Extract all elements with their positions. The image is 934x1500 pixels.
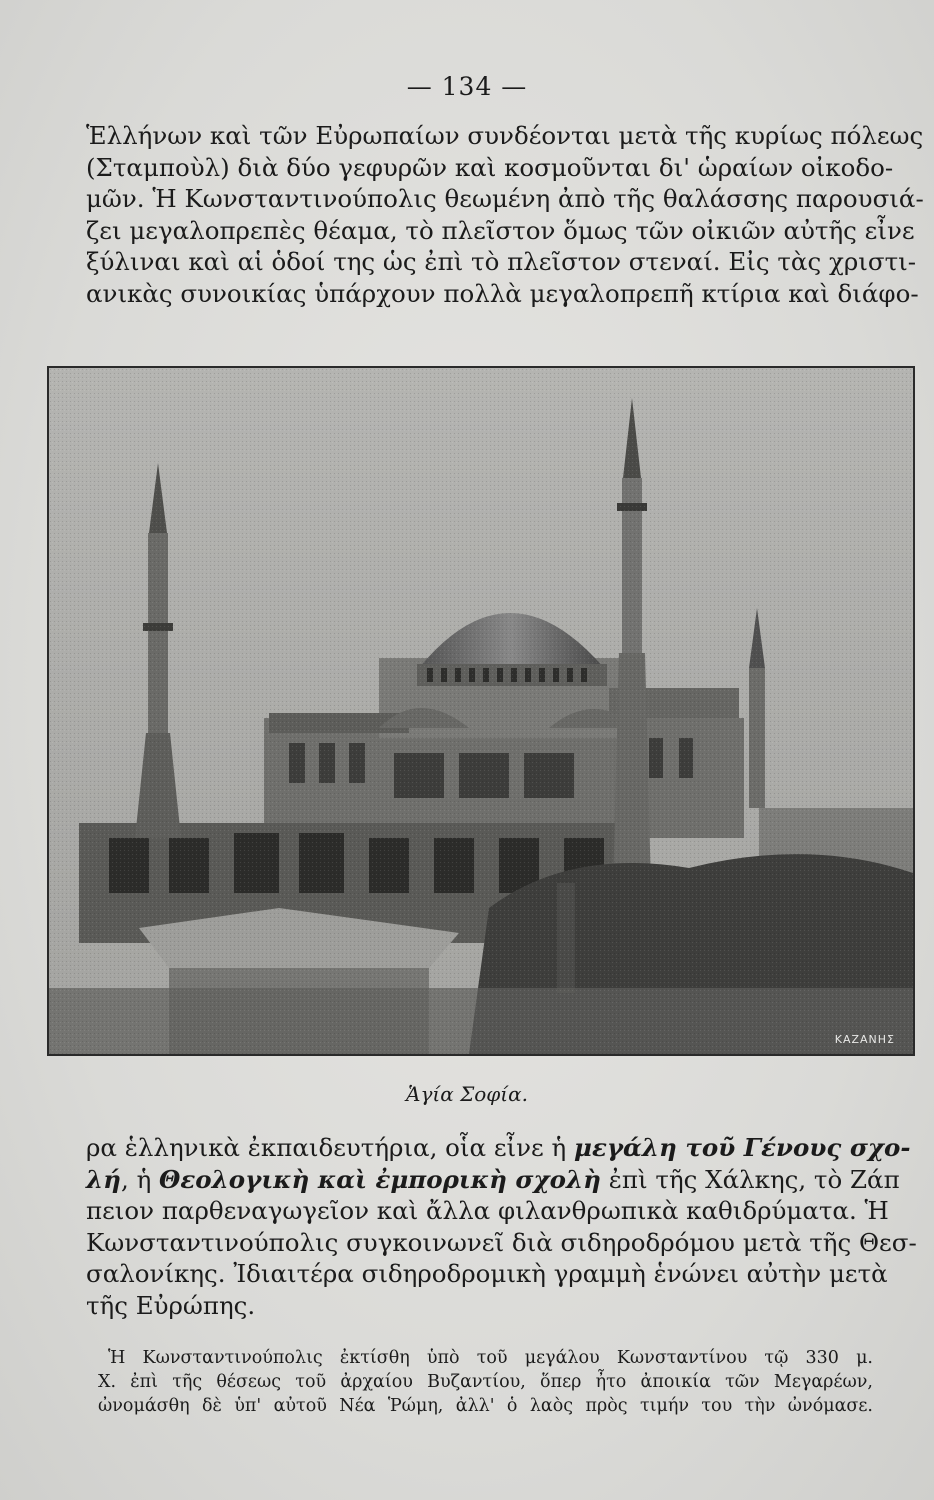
engraver-signature: ΚΑΖΑΝΗΣ xyxy=(834,1033,895,1046)
text-line: μῶν. Ἡ Κωνσταντινούπολις θεωμένη ἀπὸ τῆς θαλάσσης παρουσιά- xyxy=(86,184,924,213)
text-span: , ἡ xyxy=(121,1164,160,1194)
text-line: Κωνσταντινούπολις συγκοινωνεῖ διὰ σιδηροδρόμου μετὰ τῆς Θεσ- xyxy=(86,1227,917,1257)
hagia-sophia-photograph xyxy=(47,366,915,1056)
text-span: ἐπὶ τῆς Χάλκης, τὸ Ζάπ xyxy=(600,1164,900,1194)
footnote-line: Ἡ Κωνσταντινούπολις ἐκτίσθη ὑπὸ τοῦ μεγάλου Κωνσταντίνου τῷ 330 μ. xyxy=(108,1348,873,1368)
page-number: — 134 — xyxy=(406,72,528,101)
halftone-grain xyxy=(49,368,913,1054)
footnote-line: ὠνομάσθη δὲ ὑπ' αὐτοῦ Νέα Ῥώμη, ἀλλ' ὁ λαὸς πρὸς τιμήν του τὴν ὠνόμασε. xyxy=(98,1396,873,1416)
text-line: (Σταμποὺλ) διὰ δύο γεφυρῶν καὶ κοσμοῦνται δι' ὡραίων οἰκοδο- xyxy=(86,152,894,182)
text-line: ξύλιναι καὶ αἱ ὁδοί της ὡς ἐπὶ τὸ πλεῖστον στεναί. Εἰς τὰς χριστι- xyxy=(86,247,917,276)
text-line xyxy=(86,1132,911,1164)
footnote xyxy=(98,1346,873,1418)
top-paragraph xyxy=(86,120,924,309)
footnote-line: Χ. ἐπὶ τῆς θέσεως τοῦ ἀρχαίου Βυζαντίου, ὅπερ ἦτο ἀποικία τῶν Μεγαρέων, xyxy=(98,1372,873,1392)
hagia-sophia-illustration xyxy=(49,368,913,1054)
text-line: τῆς Εὐρώπης. xyxy=(86,1290,256,1320)
emphasized-text: Θεολογικὴ καὶ ἐμπορικὴ σχολὴ xyxy=(159,1164,601,1194)
text-span: ρα ἑλληνικὰ ἐκπαιδευτήρια, οἷα εἶνε ἡ xyxy=(86,1133,575,1162)
text-line xyxy=(86,1164,900,1196)
emphasized-text: λή xyxy=(86,1164,121,1194)
text-line: ζει μεγαλοπρεπὲς θέαμα, τὸ πλεῖστον ὅμως τῶν οἰκιῶν αὐτῆς εἶνε xyxy=(86,215,915,245)
text-line: πειον παρθεναγωγεῖον καὶ ἄλλα φιλανθρωπικὰ καθιδρύματα. Ἡ xyxy=(86,1196,889,1225)
text-line: ανικὰς συνοικίας ὑπάρχουν πολλὰ μεγαλοπρεπῆ κτίρια καὶ διάφο- xyxy=(86,278,919,308)
text-line: σαλονίκης. Ἰδιαιτέρα σιδηροδρομικὴ γραμμὴ ἑνώνει αὐτὴν μετὰ xyxy=(86,1259,888,1288)
figure-caption: Ἁγία Σοφία. xyxy=(406,1082,528,1106)
emphasized-text: μεγάλη τοῦ Γένους σχο- xyxy=(574,1133,911,1162)
bottom-paragraph xyxy=(86,1132,917,1321)
text-line: Ἑλλήνων καὶ τῶν Εὐρωπαίων συνδέονται μετὰ τῆς κυρίως πόλεως xyxy=(86,121,924,150)
